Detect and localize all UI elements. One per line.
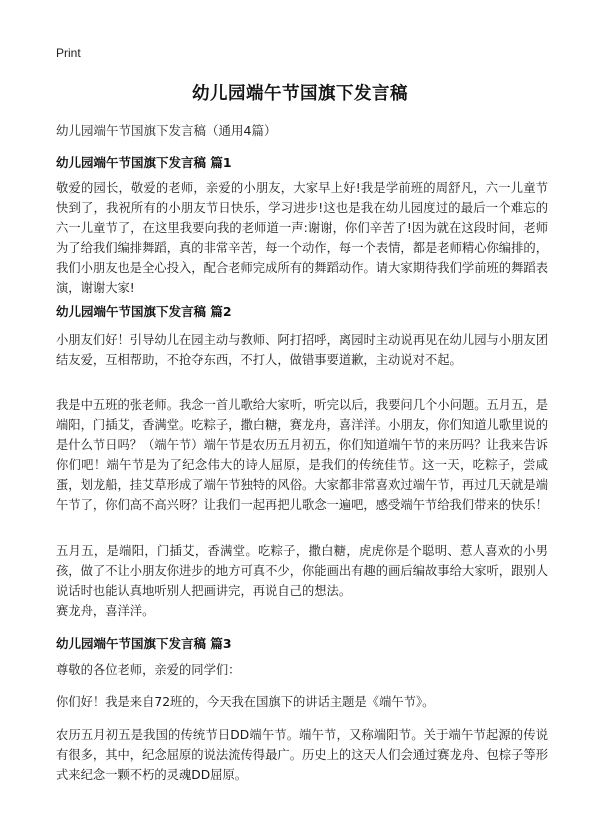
page-title: 幼儿园端午节国旗下发言稿 bbox=[192, 84, 408, 104]
paragraph: 小朋友们好！引导幼儿在园主动与教师、阿打招呼，离园时主动说再见在幼儿园与小朋友团结友爱，互相帮助，不抢夺东西，不打人，做错事要道歉，主动说对不起。 bbox=[56, 333, 548, 368]
paragraph: 五月五，是端阳，门插艾，香满堂。吃粽子，撒白糖，虎虎你是个聪明、惹人喜欢的小男孩，做了不让小朋友你进步的地方可真不少，你能画出有趣的画后编故事给大家听，跟别人说话时也能认真地听别人把画讲完，再说自己的想法。 bbox=[56, 544, 548, 599]
document-subtitle: 幼儿园端午节国旗下发言稿（通用4篇） bbox=[56, 123, 277, 138]
section-heading-3: 幼儿园端午节国旗下发言稿 篇3 bbox=[56, 636, 232, 651]
paragraph: 尊敬的各位老师，亲爱的同学们： bbox=[56, 663, 241, 677]
paragraph: 敬爱的园长，敬爱的老师，亲爱的小朋友，大家早上好!我是学前班的周舒凡，六一儿童节快到了，我祝所有的小朋友节日快乐，学习进步!这也是我在幼儿园度过的最后一个难忘的六一儿童节了，在这里我要向我的老师道一声:谢谢，你们辛苦了!因为就在这段时间，老师为了给我们编排舞蹈，真的非常辛苦，每一个动作，每一个表情，都是老师精心你编排的，我们小朋友也是全心投入，配合老师完成所有的舞蹈动作。请大家期待我们学前班的舞蹈表演，谢谢大家! bbox=[56, 181, 548, 296]
section-heading-2: 幼儿园端午节国旗下发言稿 篇2 bbox=[56, 304, 232, 319]
paragraph: 农历五月初五是我国的传统节日DD端午节。端午节，又称端阳节。关于端午节起源的传说有很多，其中，纪念屈原的说法流传得最广。历史上的这天人们会通过赛龙舟、包棕子等形式来纪念一颗不朽的灵魂DD屈原。 bbox=[56, 728, 548, 783]
print-link[interactable]: Print bbox=[56, 46, 81, 60]
paragraph: 你们好！我是来自72班的，今天我在国旗下的讲话主题是《端午节》。 bbox=[56, 695, 435, 709]
section-heading-1: 幼儿园端午节国旗下发言稿 篇1 bbox=[56, 155, 232, 170]
paragraph: 赛龙舟，喜洋洋。 bbox=[56, 604, 155, 618]
paragraph: 我是中五班的张老师。我念一首儿歌给大家听，听完以后，我要问几个小问题。五月五，是端阳，门插艾，香满堂。吃粽子，撒白糖，赛龙舟，喜洋洋。小朋友，你们知道儿歌里说的是什么节日吗？（端午节）端午节是农历五月初五，你们知道端午节的来历吗？让我来告诉你们吧！端午节是为了纪念伟大的诗人屈原，是我们的传统佳节。这一天，吃粽子，尝咸蛋，划龙船，挂艾草形成了端午节独特的风俗。大家都非常喜欢过端午节，再过几天就是端午节了，你们高不高兴呀？让我们一起再把儿歌念一遍吧，感受端午节给我们带来的快乐！ bbox=[56, 398, 548, 513]
